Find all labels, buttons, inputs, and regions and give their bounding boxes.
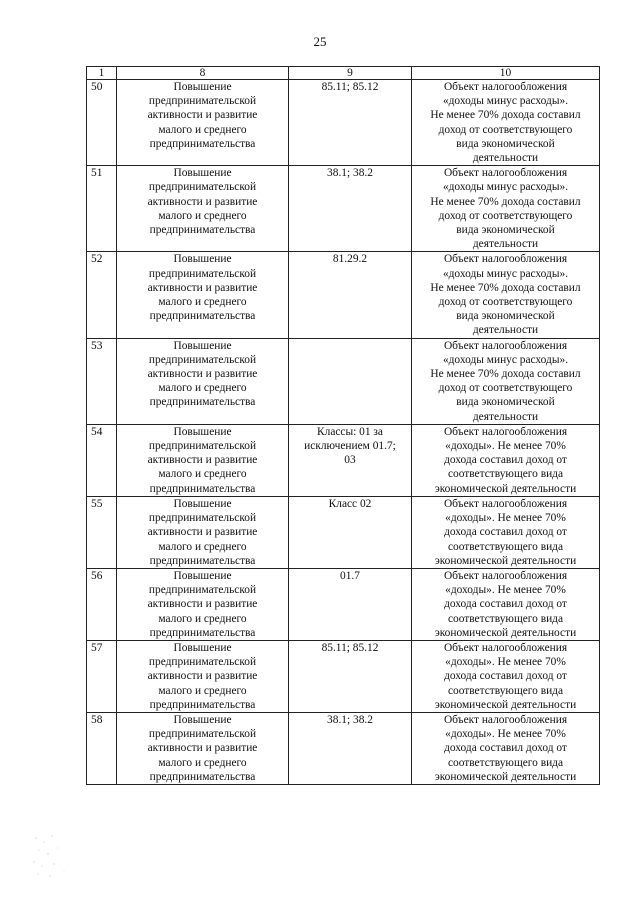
row-number: 58 (87, 712, 117, 784)
table-row (87, 166, 600, 252)
codes-cell: 85.11; 85.12 (289, 640, 412, 712)
condition-cell: Объект налогообложения «доходы минус расходы». Не менее 70% дохода составил доход от соответствующего вида экономической деятельности (412, 166, 600, 252)
row-number: 57 (87, 640, 117, 712)
header-col-8: 8 (117, 67, 289, 80)
codes-cell (289, 338, 412, 424)
table-row (87, 640, 600, 712)
table-row (87, 712, 600, 784)
activity-cell: Повышение предпринимательской активности и развитие малого и среднего предпринимательства (117, 568, 289, 640)
condition-cell: Объект налогообложения «доходы минус расходы». Не менее 70% дохода составил доход от соответствующего вида экономической деятельности (412, 338, 600, 424)
condition-cell: Объект налогообложения «доходы». Не менее 70% дохода составил доход от соответствующего вида экономической деятельности (412, 496, 600, 568)
table-row (87, 252, 600, 338)
activity-cell: Повышение предпринимательской активности и развитие малого и среднего предпринимательства (117, 166, 289, 252)
activity-cell: Повышение предпринимательской активности и развитие малого и среднего предпринимательства (117, 712, 289, 784)
scan-noise-mark (30, 830, 80, 880)
activity-cell: Повышение предпринимательской активности и развитие малого и среднего предпринимательства (117, 424, 289, 496)
row-number: 56 (87, 568, 117, 640)
header-col-9: 9 (289, 67, 412, 80)
table-row (87, 424, 600, 496)
codes-cell: Класс 02 (289, 496, 412, 568)
header-row (87, 67, 600, 80)
row-number: 55 (87, 496, 117, 568)
codes-cell: Классы: 01 за исключением 01.7; 03 (289, 424, 412, 496)
table-row (87, 496, 600, 568)
condition-cell: Объект налогообложения «доходы». Не менее 70% дохода составил доход от соответствующего вида экономической деятельности (412, 640, 600, 712)
codes-cell: 81.29.2 (289, 252, 412, 338)
row-number: 53 (87, 338, 117, 424)
data-table (86, 66, 600, 785)
codes-cell: 38.1; 38.2 (289, 166, 412, 252)
activity-cell: Повышение предпринимательской активности и развитие малого и среднего предпринимательства (117, 496, 289, 568)
codes-cell: 38.1; 38.2 (289, 712, 412, 784)
table-row (87, 80, 600, 166)
activity-cell: Повышение предпринимательской активности и развитие малого и среднего предпринимательства (117, 80, 289, 166)
activity-cell: Повышение предпринимательской активности и развитие малого и среднего предпринимательства (117, 338, 289, 424)
header-col-1: 1 (87, 67, 117, 80)
row-number: 54 (87, 424, 117, 496)
condition-cell: Объект налогообложения «доходы». Не менее 70% дохода составил доход от соответствующего вида экономической деятельности (412, 424, 600, 496)
condition-cell: Объект налогообложения «доходы минус расходы». Не менее 70% дохода составил доход от соответствующего вида экономической деятельности (412, 80, 600, 166)
table-row (87, 568, 600, 640)
condition-cell: Объект налогообложения «доходы минус расходы». Не менее 70% дохода составил доход от соответствующего вида экономической деятельности (412, 252, 600, 338)
codes-cell: 01.7 (289, 568, 412, 640)
table-row (87, 338, 600, 424)
row-number: 51 (87, 166, 117, 252)
header-col-10: 10 (412, 67, 600, 80)
condition-cell: Объект налогообложения «доходы». Не менее 70% дохода составил доход от соответствующего вида экономической деятельности (412, 568, 600, 640)
activity-cell: Повышение предпринимательской активности и развитие малого и среднего предпринимательства (117, 252, 289, 338)
codes-cell: 85.11; 85.12 (289, 80, 412, 166)
page-number: 25 (313, 34, 327, 49)
row-number: 50 (87, 80, 117, 166)
row-number: 52 (87, 252, 117, 338)
activity-cell: Повышение предпринимательской активности и развитие малого и среднего предпринимательства (117, 640, 289, 712)
condition-cell: Объект налогообложения «доходы». Не менее 70% дохода составил доход от соответствующего вида экономической деятельности (412, 712, 600, 784)
